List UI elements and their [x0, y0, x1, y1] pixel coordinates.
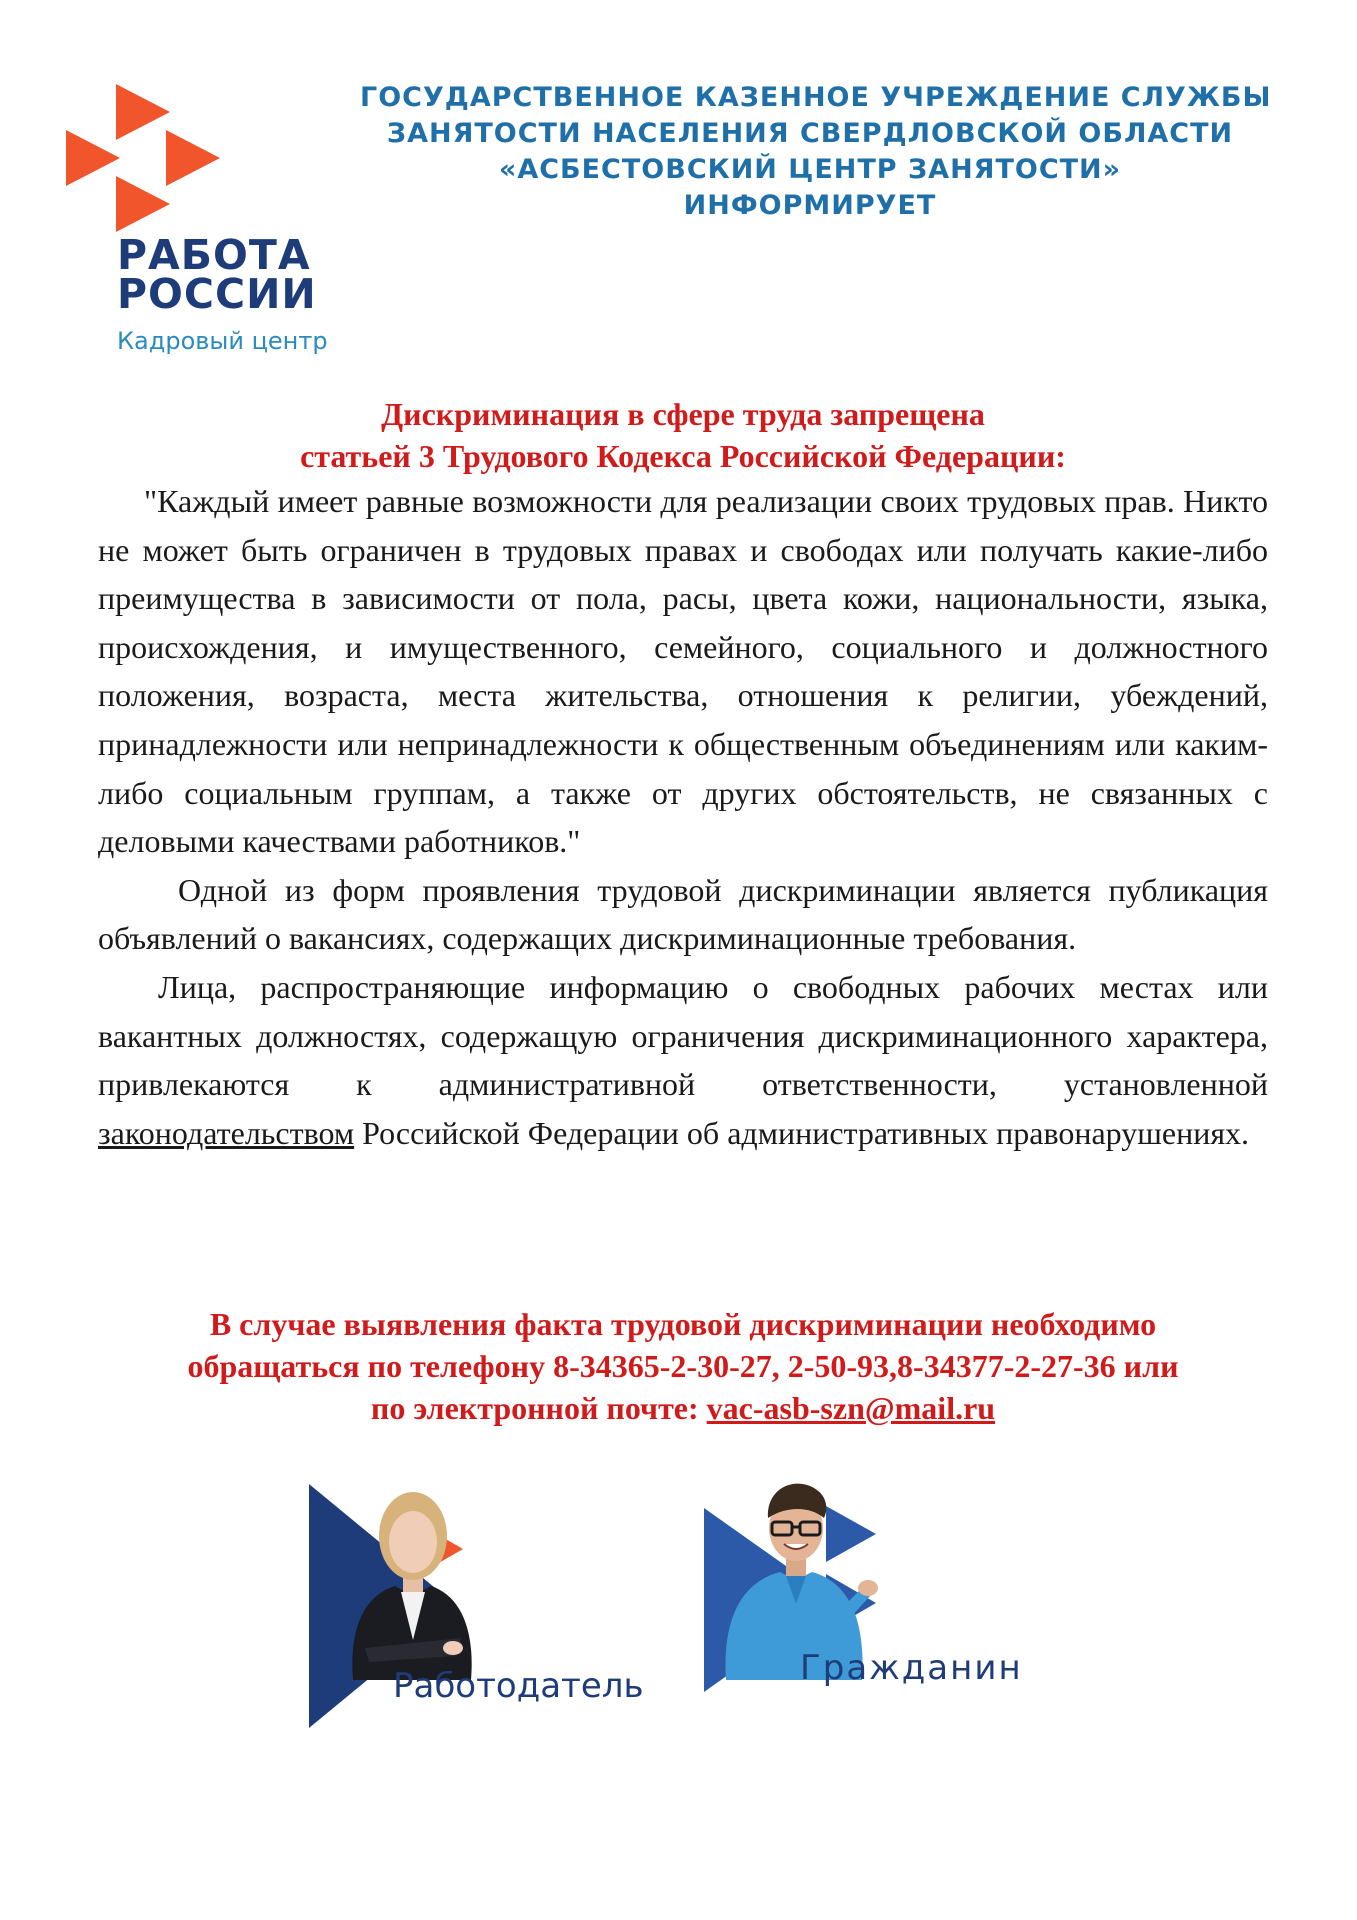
legislation-link[interactable]: законодательством: [98, 1114, 355, 1151]
citizen-card[interactable]: [700, 1470, 1060, 1730]
liability-text-end: Российской Федерации об административных правонарушениях.: [354, 1114, 1250, 1151]
discrimination-form-paragraph: Одной из форм проявления трудовой дискриминации является публикация объявлений о вакансиях, содержащих дискриминационные требования.: [98, 871, 1268, 957]
citizen-illustration-icon: [700, 1470, 1060, 1730]
contact-line-3: [98, 1387, 1268, 1429]
rabota-rossii-logo: [60, 82, 360, 372]
liability-text-start: Лица, распространяющие информацию о свободных рабочих местах или вакантных должностях, содержащую ограничения дискриминационного характера, привлекаются к административной ответственности, установленной: [98, 968, 1268, 1103]
document-title: [98, 393, 1268, 477]
main-text: [98, 477, 1268, 1157]
org-line-3: «АСБЕСТОВСКИЙ ЦЕНТР ЗАНЯТОСТИ»: [498, 154, 1122, 185]
arrows-logo-icon: [60, 82, 230, 232]
employer-card[interactable]: [305, 1470, 665, 1730]
contact-email-prefix: по электронной почте:: [370, 1390, 707, 1426]
org-line-4: ИНФОРМИРУЕТ: [683, 190, 937, 221]
logo-word-rabota: РАБОТА: [117, 231, 311, 279]
employer-label: Работодатель: [393, 1666, 644, 1706]
contact-email-link[interactable]: vac-asb-szn@mail.ru: [706, 1390, 996, 1426]
organization-heading: [360, 80, 1272, 224]
citizen-label: Гражданин: [800, 1648, 1023, 1688]
org-line-1: ГОСУДАРСТВЕННОЕ КАЗЕННОЕ УЧРЕЖДЕНИЕ СЛУЖБЫ: [360, 82, 1272, 113]
title-line-2: статьей 3 Трудового Кодекса Российской Федерации:: [300, 438, 1066, 474]
law-quote-paragraph: "Каждый имеет равные возможности для реализации своих трудовых прав. Никто не может быть ограничен в трудовых правах и свободах или получать какие-либо преимущества в зависимости от пола, расы, цвета кожи, национальности, языка, происхождения, и имущественного, семейного, социального и должностного положения, возраста, места жительства, отношения к религии, убеждений, принадлежности или непринадлежности к общественным объединениям или каким-либо социальным группам, а также от других обстоятельств, не связанных с деловыми качествами работников.": [98, 483, 1268, 860]
org-line-2: ЗАНЯТОСТИ НАСЕЛЕНИЯ СВЕРДЛОВСКОЙ ОБЛАСТИ: [386, 118, 1234, 149]
contact-line-2: обращаться по телефону 8-34365-2-30-27, 2-50-93,8-34377-2-27-36 или: [187, 1348, 1179, 1384]
liability-paragraph: [98, 963, 1268, 1157]
contact-line-1: В случае выявления факта трудовой дискриминации необходимо: [209, 1306, 1157, 1342]
title-line-1: Дискриминация в сфере труда запрещена: [381, 396, 985, 432]
contact-block: [98, 1303, 1268, 1429]
logo-subtitle: Кадровый центр: [117, 327, 328, 355]
logo-word-rossii: РОССИИ: [117, 270, 317, 318]
